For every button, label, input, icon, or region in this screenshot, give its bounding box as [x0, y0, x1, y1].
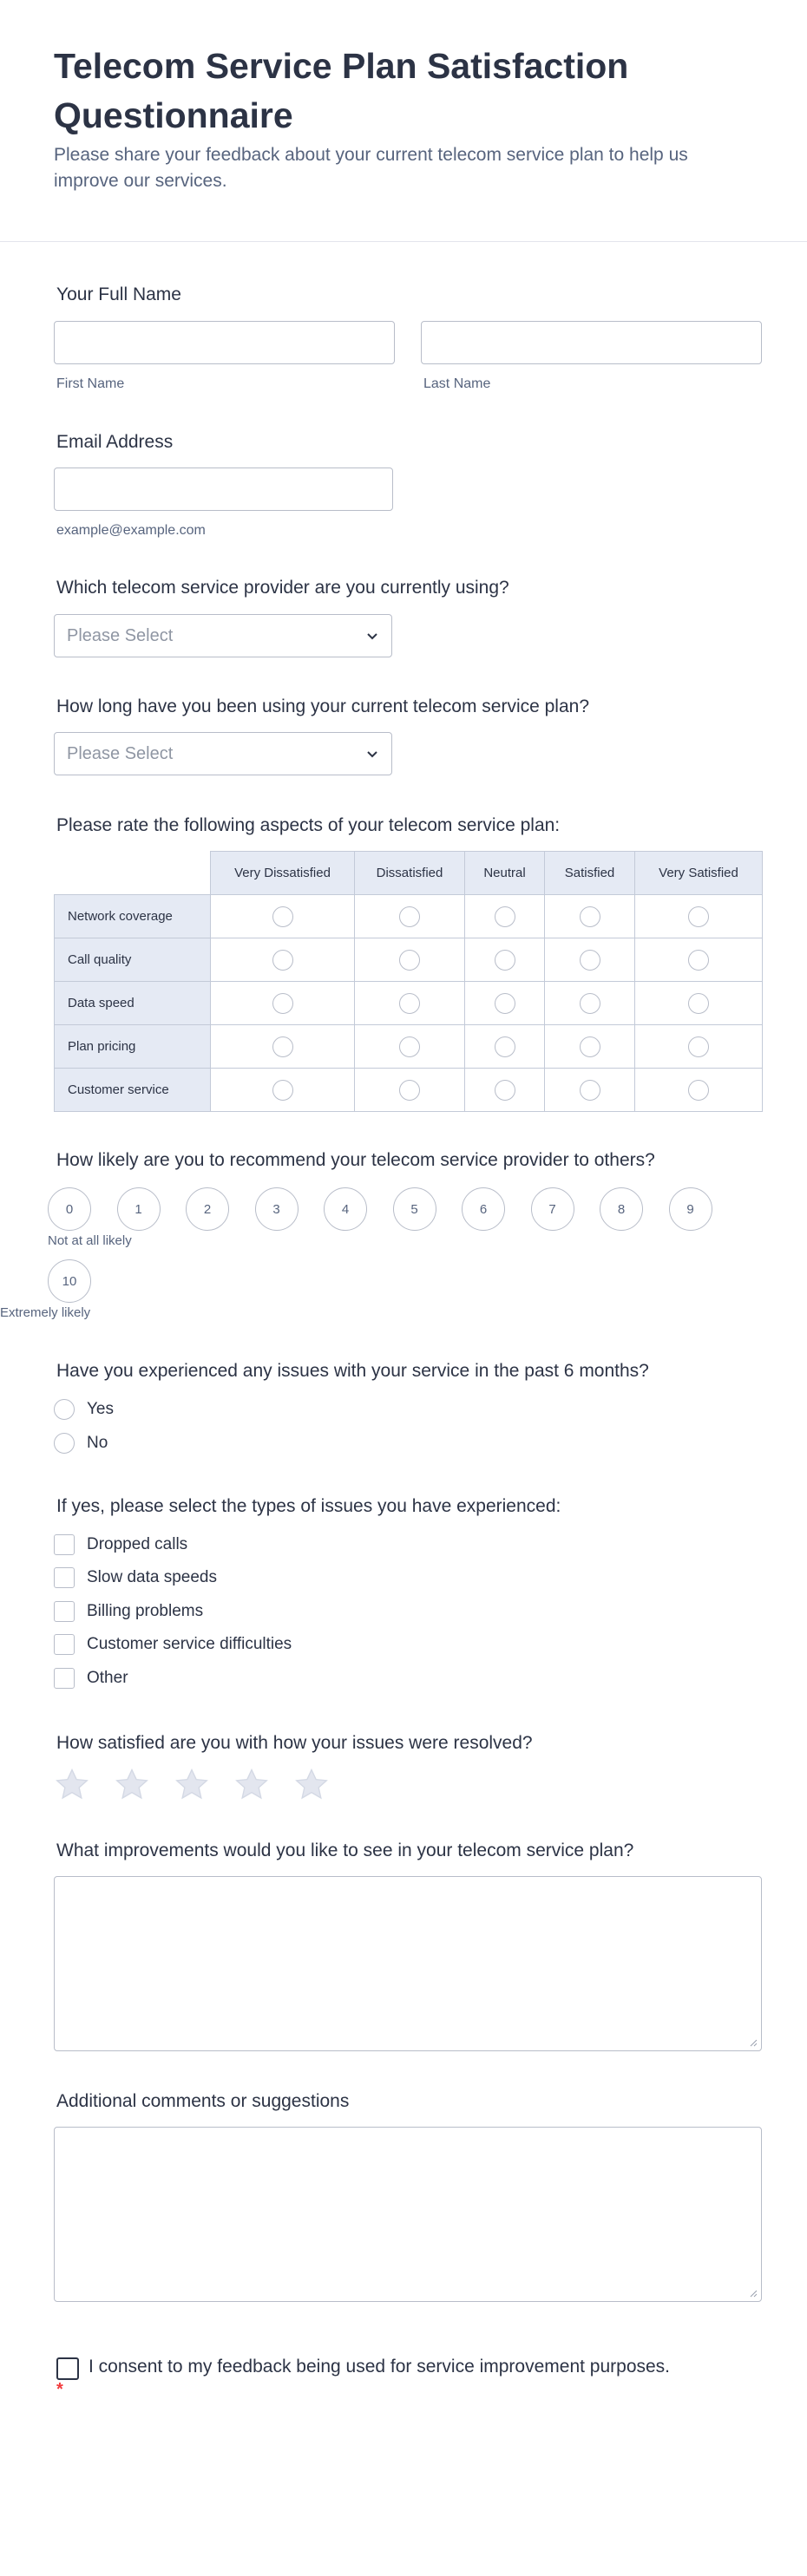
- checkbox[interactable]: [54, 1601, 75, 1622]
- provider-label: Which telecom service provider are you currently using?: [56, 578, 509, 598]
- matrix-corner: [55, 852, 211, 895]
- scale-high-label: Extremely likely: [0, 1305, 91, 1320]
- matrix-radio-button[interactable]: [399, 993, 420, 1014]
- matrix-radio-button[interactable]: [272, 906, 293, 927]
- matrix-radio-button[interactable]: [495, 1080, 515, 1101]
- scale-option-5[interactable]: 5: [393, 1187, 436, 1231]
- matrix-column-header: Very Dissatisfied: [211, 852, 355, 895]
- improvements-label: What improvements would you like to see in your telecom service plan?: [56, 1840, 634, 1860]
- scale-option-7[interactable]: 7: [531, 1187, 574, 1231]
- matrix-row: [55, 938, 763, 982]
- comments-label: Additional comments or suggestions: [56, 2091, 350, 2111]
- matrix-radio-button[interactable]: [399, 1080, 420, 1101]
- last-name-input[interactable]: [421, 321, 762, 364]
- duration-label: How long have you been using your current telecom service plan?: [56, 696, 590, 716]
- option-label: No: [87, 1434, 108, 1452]
- consent-checkbox[interactable]: [56, 2357, 79, 2380]
- resize-grip-icon[interactable]: [749, 2038, 758, 2047]
- matrix-radio-button[interactable]: [580, 1036, 600, 1057]
- provider-select-value: Please Select: [67, 626, 174, 645]
- improvements-textarea[interactable]: [54, 1876, 762, 2051]
- email-input[interactable]: [54, 467, 393, 511]
- scale-option-9[interactable]: 9: [669, 1187, 712, 1231]
- duration-select-value: Please Select: [67, 744, 174, 763]
- matrix-cell: [545, 1025, 635, 1069]
- matrix-row: [55, 1069, 763, 1112]
- matrix-radio-button[interactable]: [272, 1080, 293, 1101]
- matrix-cell: [635, 1025, 763, 1069]
- last-name-sublabel: Last Name: [423, 376, 491, 391]
- matrix-row-label: Data speed: [55, 982, 211, 1025]
- matrix-column-header: Neutral: [465, 852, 545, 895]
- scale-option-4[interactable]: 4: [324, 1187, 367, 1231]
- matrix-radio-button[interactable]: [399, 950, 420, 971]
- matrix-cell: [465, 1069, 545, 1112]
- checkbox[interactable]: [54, 1534, 75, 1555]
- star-icon[interactable]: [54, 1768, 90, 1802]
- issue-type-other[interactable]: [54, 1666, 128, 1690]
- matrix-cell: [635, 895, 763, 938]
- resize-grip-icon[interactable]: [749, 2289, 758, 2298]
- matrix-radio-button[interactable]: [495, 906, 515, 927]
- matrix-cell: [355, 1025, 465, 1069]
- matrix-radio-button[interactable]: [688, 950, 709, 971]
- checkbox[interactable]: [54, 1634, 75, 1655]
- comments-textarea[interactable]: [54, 2127, 762, 2302]
- scale-low-label: Not at all likely: [48, 1233, 132, 1248]
- option-label: Slow data speeds: [87, 1568, 217, 1586]
- scale-option-0[interactable]: 0: [48, 1187, 91, 1231]
- option-label: Other: [87, 1669, 128, 1687]
- matrix-column-header: Very Satisfied: [635, 852, 763, 895]
- required-mark: *: [56, 2380, 63, 2399]
- scale-option-10[interactable]: 10: [48, 1259, 91, 1303]
- option-label: Customer service difficulties: [87, 1635, 292, 1653]
- matrix-cell: [355, 1069, 465, 1112]
- chevron-down-icon: [365, 747, 379, 761]
- consent-label: I consent to my feedback being used for service improvement purposes.: [89, 2357, 671, 2377]
- matrix-radio-button[interactable]: [272, 1036, 293, 1057]
- matrix-radio-button[interactable]: [580, 993, 600, 1014]
- matrix-row-label: Call quality: [55, 938, 211, 982]
- scale-option-3[interactable]: 3: [255, 1187, 299, 1231]
- matrix-cell: [355, 895, 465, 938]
- first-name-input[interactable]: [54, 321, 395, 364]
- scale-option-2[interactable]: 2: [186, 1187, 229, 1231]
- matrix-cell: [545, 1069, 635, 1112]
- matrix-row-label: Customer service: [55, 1069, 211, 1112]
- star-icon[interactable]: [293, 1768, 330, 1802]
- matrix-column-header: Dissatisfied: [355, 852, 465, 895]
- matrix-radio-button[interactable]: [580, 950, 600, 971]
- issues-option-yes[interactable]: [54, 1397, 114, 1422]
- matrix-row: [55, 982, 763, 1025]
- scale-option-8[interactable]: 8: [600, 1187, 643, 1231]
- star-icon[interactable]: [174, 1768, 210, 1802]
- matrix-radio-button[interactable]: [399, 906, 420, 927]
- matrix-radio-button[interactable]: [495, 950, 515, 971]
- matrix-cell: [545, 938, 635, 982]
- matrix-cell: [211, 1069, 355, 1112]
- scale-option-6[interactable]: 6: [462, 1187, 505, 1231]
- form-description: Please share your feedback about your current telecom service plan to help us improve our services.: [54, 145, 688, 191]
- checkbox[interactable]: [54, 1668, 75, 1689]
- matrix-radio-button[interactable]: [688, 1080, 709, 1101]
- first-name-sublabel: First Name: [56, 376, 125, 391]
- matrix-row: [55, 895, 763, 938]
- chevron-down-icon: [365, 629, 379, 643]
- issues-option-no[interactable]: [54, 1431, 108, 1455]
- matrix-cell: [211, 1025, 355, 1069]
- issue-type-dropped-calls[interactable]: [54, 1533, 187, 1557]
- form-title: Telecom Service Plan Satisfaction Questionnaire: [54, 46, 629, 135]
- form-header: [0, 0, 807, 242]
- recommend-label: How likely are you to recommend your telecom service provider to others?: [56, 1150, 655, 1170]
- option-label: Dropped calls: [87, 1535, 188, 1553]
- matrix-cell: [635, 938, 763, 982]
- issue-type-slow-data[interactable]: [54, 1566, 217, 1590]
- matrix-radio-button[interactable]: [272, 950, 293, 971]
- matrix-cell: [211, 982, 355, 1025]
- matrix-cell: [635, 982, 763, 1025]
- checkbox[interactable]: [54, 1567, 75, 1588]
- matrix-cell: [545, 982, 635, 1025]
- matrix-cell: [635, 1069, 763, 1112]
- duration-select[interactable]: [54, 732, 392, 775]
- matrix-cell: [545, 895, 635, 938]
- issue-types-label: If yes, please select the types of issues you have experienced:: [56, 1496, 561, 1516]
- matrix-radio-button[interactable]: [688, 906, 709, 927]
- option-label: Billing problems: [87, 1602, 204, 1620]
- matrix-radio-button[interactable]: [580, 1080, 600, 1101]
- star-icon[interactable]: [233, 1768, 270, 1802]
- matrix-row-label: Plan pricing: [55, 1025, 211, 1069]
- rating-matrix: [54, 851, 763, 1112]
- star-icon[interactable]: [114, 1768, 150, 1802]
- issue-type-customer-service[interactable]: [54, 1632, 292, 1657]
- rating-matrix-label: Please rate the following aspects of your telecom service plan:: [56, 815, 561, 835]
- matrix-cell: [211, 938, 355, 982]
- issue-type-billing[interactable]: [54, 1599, 203, 1624]
- email-sublabel: example@example.com: [56, 523, 206, 538]
- full-name-label: Your Full Name: [56, 284, 181, 304]
- matrix-column-header: Satisfied: [545, 852, 635, 895]
- resolution-label: How satisfied are you with how your issues were resolved?: [56, 1733, 533, 1753]
- matrix-cell: [465, 895, 545, 938]
- matrix-radio-button[interactable]: [688, 993, 709, 1014]
- matrix-cell: [465, 938, 545, 982]
- radio-button[interactable]: [54, 1399, 75, 1420]
- matrix-cell: [211, 895, 355, 938]
- matrix-row: [55, 1025, 763, 1069]
- provider-select[interactable]: [54, 614, 392, 657]
- scale-option-1[interactable]: 1: [117, 1187, 161, 1231]
- matrix-radio-button[interactable]: [272, 993, 293, 1014]
- matrix-cell: [465, 982, 545, 1025]
- email-label: Email Address: [56, 432, 174, 452]
- matrix-radio-button[interactable]: [688, 1036, 709, 1057]
- matrix-radio-button[interactable]: [495, 1036, 515, 1057]
- matrix-radio-button[interactable]: [495, 993, 515, 1014]
- matrix-cell: [465, 1025, 545, 1069]
- matrix-radio-button[interactable]: [399, 1036, 420, 1057]
- matrix-cell: [355, 938, 465, 982]
- matrix-radio-button[interactable]: [580, 906, 600, 927]
- matrix-row-label: Network coverage: [55, 895, 211, 938]
- radio-button[interactable]: [54, 1433, 75, 1454]
- matrix-cell: [355, 982, 465, 1025]
- issues-label: Have you experienced any issues with your service in the past 6 months?: [56, 1361, 649, 1381]
- option-label: Yes: [87, 1400, 114, 1418]
